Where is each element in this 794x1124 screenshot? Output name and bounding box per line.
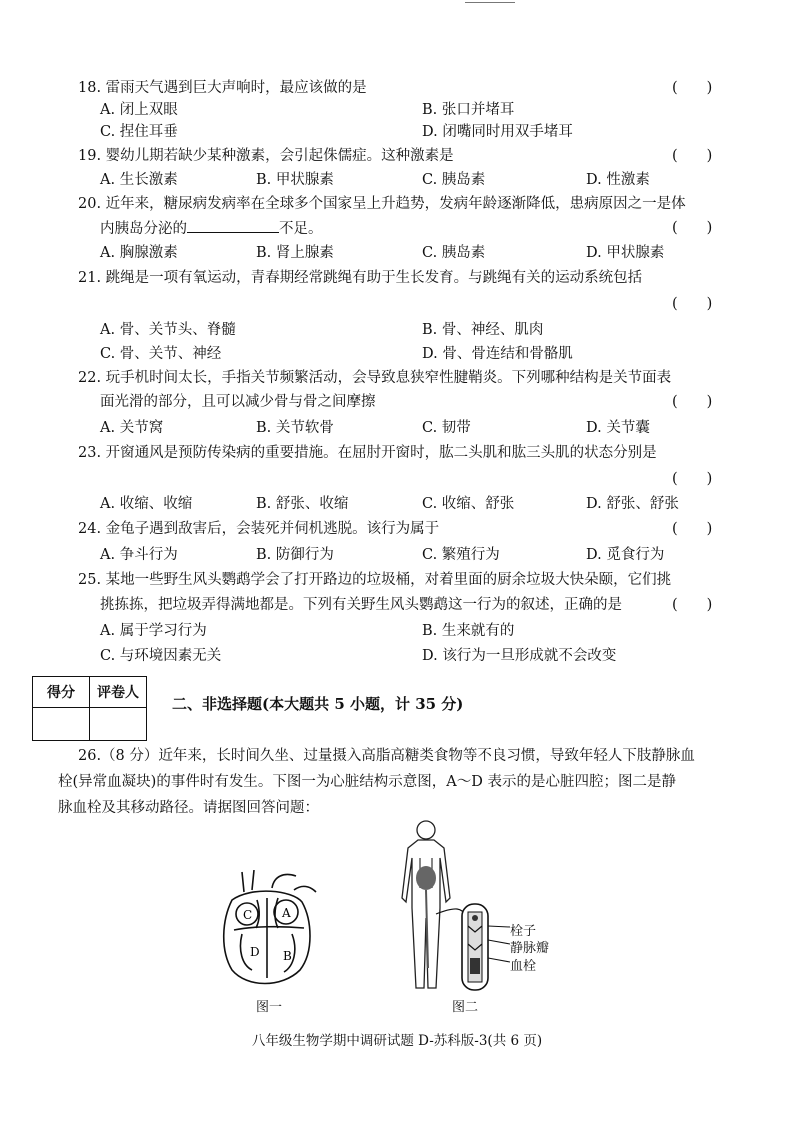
- score-cell[interactable]: [33, 708, 90, 741]
- heart-label-d: D: [250, 945, 260, 959]
- q21-option-d: D. 骨、骨连结和骨骼肌: [422, 346, 573, 362]
- q23-answer-paren[interactable]: ( ): [672, 471, 713, 487]
- vein-label-thrombus: 血栓: [510, 959, 537, 974]
- q25-option-a: A. 属于学习行为: [100, 623, 207, 639]
- q18-option-c: C. 捏住耳垂: [100, 124, 178, 140]
- grader-cell[interactable]: [90, 708, 147, 741]
- q24-option-c: C. 繁殖行为: [422, 547, 500, 563]
- q19-option-a: A. 生长激素: [100, 172, 178, 188]
- q20-stem-line2: [100, 218, 323, 239]
- q22-option-c: C. 韧带: [422, 420, 471, 436]
- q21-stem: 21. 跳绳是一项有氧运动，青春期经常跳绳有助于生长发育。与跳绳有关的运动系统包括: [78, 270, 643, 286]
- page-footer: 八年级生物学期中调研试题 D-苏科版-3(共 6 页): [251, 1033, 543, 1049]
- q22-answer-paren[interactable]: ( ): [672, 394, 713, 410]
- q25-answer-paren[interactable]: ( ): [672, 597, 713, 613]
- q22-stem-line1: 22. 玩手机时间太长，手指关节频繁活动，会导致息狭窄性腱鞘炎。下列哪种结构是关节面表: [78, 370, 672, 386]
- q24-option-a: A. 争斗行为: [100, 547, 178, 563]
- q20-stem-part1: 内胰岛分泌的: [100, 221, 187, 237]
- heart-label-c: C: [243, 908, 253, 922]
- q26-line1: 26.（8 分）近年来，长时间久坐、过量摄入高脂高糖类食物等不良习惯，导致年轻人下肢静脉血: [78, 748, 695, 764]
- q22-option-b: B. 关节软骨: [256, 420, 334, 436]
- vein-label-valve: 静脉瓣: [510, 941, 550, 956]
- score-table: [32, 676, 147, 741]
- q18-option-b: B. 张口并堵耳: [422, 102, 515, 118]
- heart-label-a: A: [282, 906, 291, 920]
- q20-option-a: A. 胸腺激素: [100, 245, 178, 261]
- q24-option-d: D. 觅食行为: [586, 547, 665, 563]
- q25-option-c: C. 与环境因素无关: [100, 648, 222, 664]
- q25-option-d: D. 该行为一旦形成就不会改变: [422, 648, 617, 664]
- vein-label-embolus: 栓子: [510, 924, 537, 939]
- q26-line2: 栓(异常血凝块)的事件时有发生。下图一为心脏结构示意图，A～D 表示的是心脏四腔；图二是静: [58, 774, 677, 790]
- q18-answer-paren[interactable]: ( ): [672, 80, 713, 96]
- q25-stem-line2: 挑拣拣，把垃圾弄得满地都是。下列有关野生风头鹦鹉这一行为的叙述，正确的是: [100, 597, 622, 613]
- q22-stem-line2: 面光滑的部分，且可以减少骨与骨之间摩擦: [100, 394, 376, 410]
- fig2-caption: 图二: [452, 1000, 479, 1015]
- q21-option-b: B. 骨、神经、肌肉: [422, 322, 544, 338]
- q19-stem: 19. 婴幼儿期若缺少某种激素，会引起侏儒症。这种激素是: [78, 148, 454, 164]
- q24-stem: 24. 金龟子遇到敌害后，会装死并伺机逃脱。该行为属于: [78, 521, 440, 537]
- q19-option-d: D. 性激素: [586, 172, 650, 188]
- q20-option-b: B. 肾上腺素: [256, 245, 334, 261]
- q24-option-b: B. 防御行为: [256, 547, 334, 563]
- q23-stem: 23. 开窗通风是预防传染病的重要措施。在屈肘开窗时，肱二头肌和肱三头肌的状态分别是: [78, 445, 657, 461]
- q20-stem-line1: 20. 近年来，糖尿病发病率在全球多个国家呈上升趋势，发病年龄逐渐降低，患病原因之一是体: [78, 196, 686, 212]
- q23-option-b: B. 舒张、收缩: [256, 496, 349, 512]
- q19-option-b: B. 甲状腺素: [256, 172, 334, 188]
- q18-option-d: D. 闭嘴同时用双手堵耳: [422, 124, 573, 140]
- q22-option-d: D. 关节囊: [586, 420, 650, 436]
- q26-line3: 脉血栓及其移动路径。请据图回答问题：: [58, 800, 319, 816]
- q25-option-b: B. 生来就有的: [422, 623, 515, 639]
- q19-option-c: C. 胰岛素: [422, 172, 486, 188]
- q20-option-d: D. 甲状腺素: [586, 245, 665, 261]
- q19-answer-paren[interactable]: ( ): [672, 148, 713, 164]
- q23-option-c: C. 收缩、舒张: [422, 496, 515, 512]
- section-title: 二、非选择题(本大题共 5 小题，计 35 分): [172, 695, 464, 713]
- q22-option-a: A. 关节窝: [100, 420, 164, 436]
- score-header: 得分: [33, 677, 90, 708]
- fig1-caption: 图一: [256, 1000, 283, 1015]
- top-mark: [465, 2, 515, 4]
- q25-stem-line1: 25. 某地一些野生风头鹦鹉学会了打开路边的垃圾桶，对着里面的厨余垃圾大快朵颐，它们挑: [78, 572, 672, 588]
- q21-option-c: C. 骨、关节、神经: [100, 346, 222, 362]
- q18-option-a: A. 闭上双眼: [100, 102, 178, 118]
- heart-label-b: B: [283, 949, 292, 963]
- heart-diagram: [212, 870, 322, 990]
- q24-answer-paren[interactable]: ( ): [672, 521, 713, 537]
- q20-stem-part2: 不足。: [279, 221, 323, 237]
- grader-header: 评卷人: [90, 677, 147, 708]
- q20-fill-blank[interactable]: [187, 218, 279, 233]
- q18-stem: 18. 雷雨天气遇到巨大声响时，最应该做的是: [78, 80, 367, 96]
- q20-answer-paren[interactable]: ( ): [672, 220, 713, 236]
- q20-option-c: C. 胰岛素: [422, 245, 486, 261]
- q21-answer-paren[interactable]: ( ): [672, 296, 713, 312]
- q21-option-a: A. 骨、关节头、脊髓: [100, 322, 236, 338]
- vein-leader-lines: [488, 918, 512, 968]
- q23-option-d: D. 舒张、舒张: [586, 496, 679, 512]
- q23-option-a: A. 收缩、收缩: [100, 496, 193, 512]
